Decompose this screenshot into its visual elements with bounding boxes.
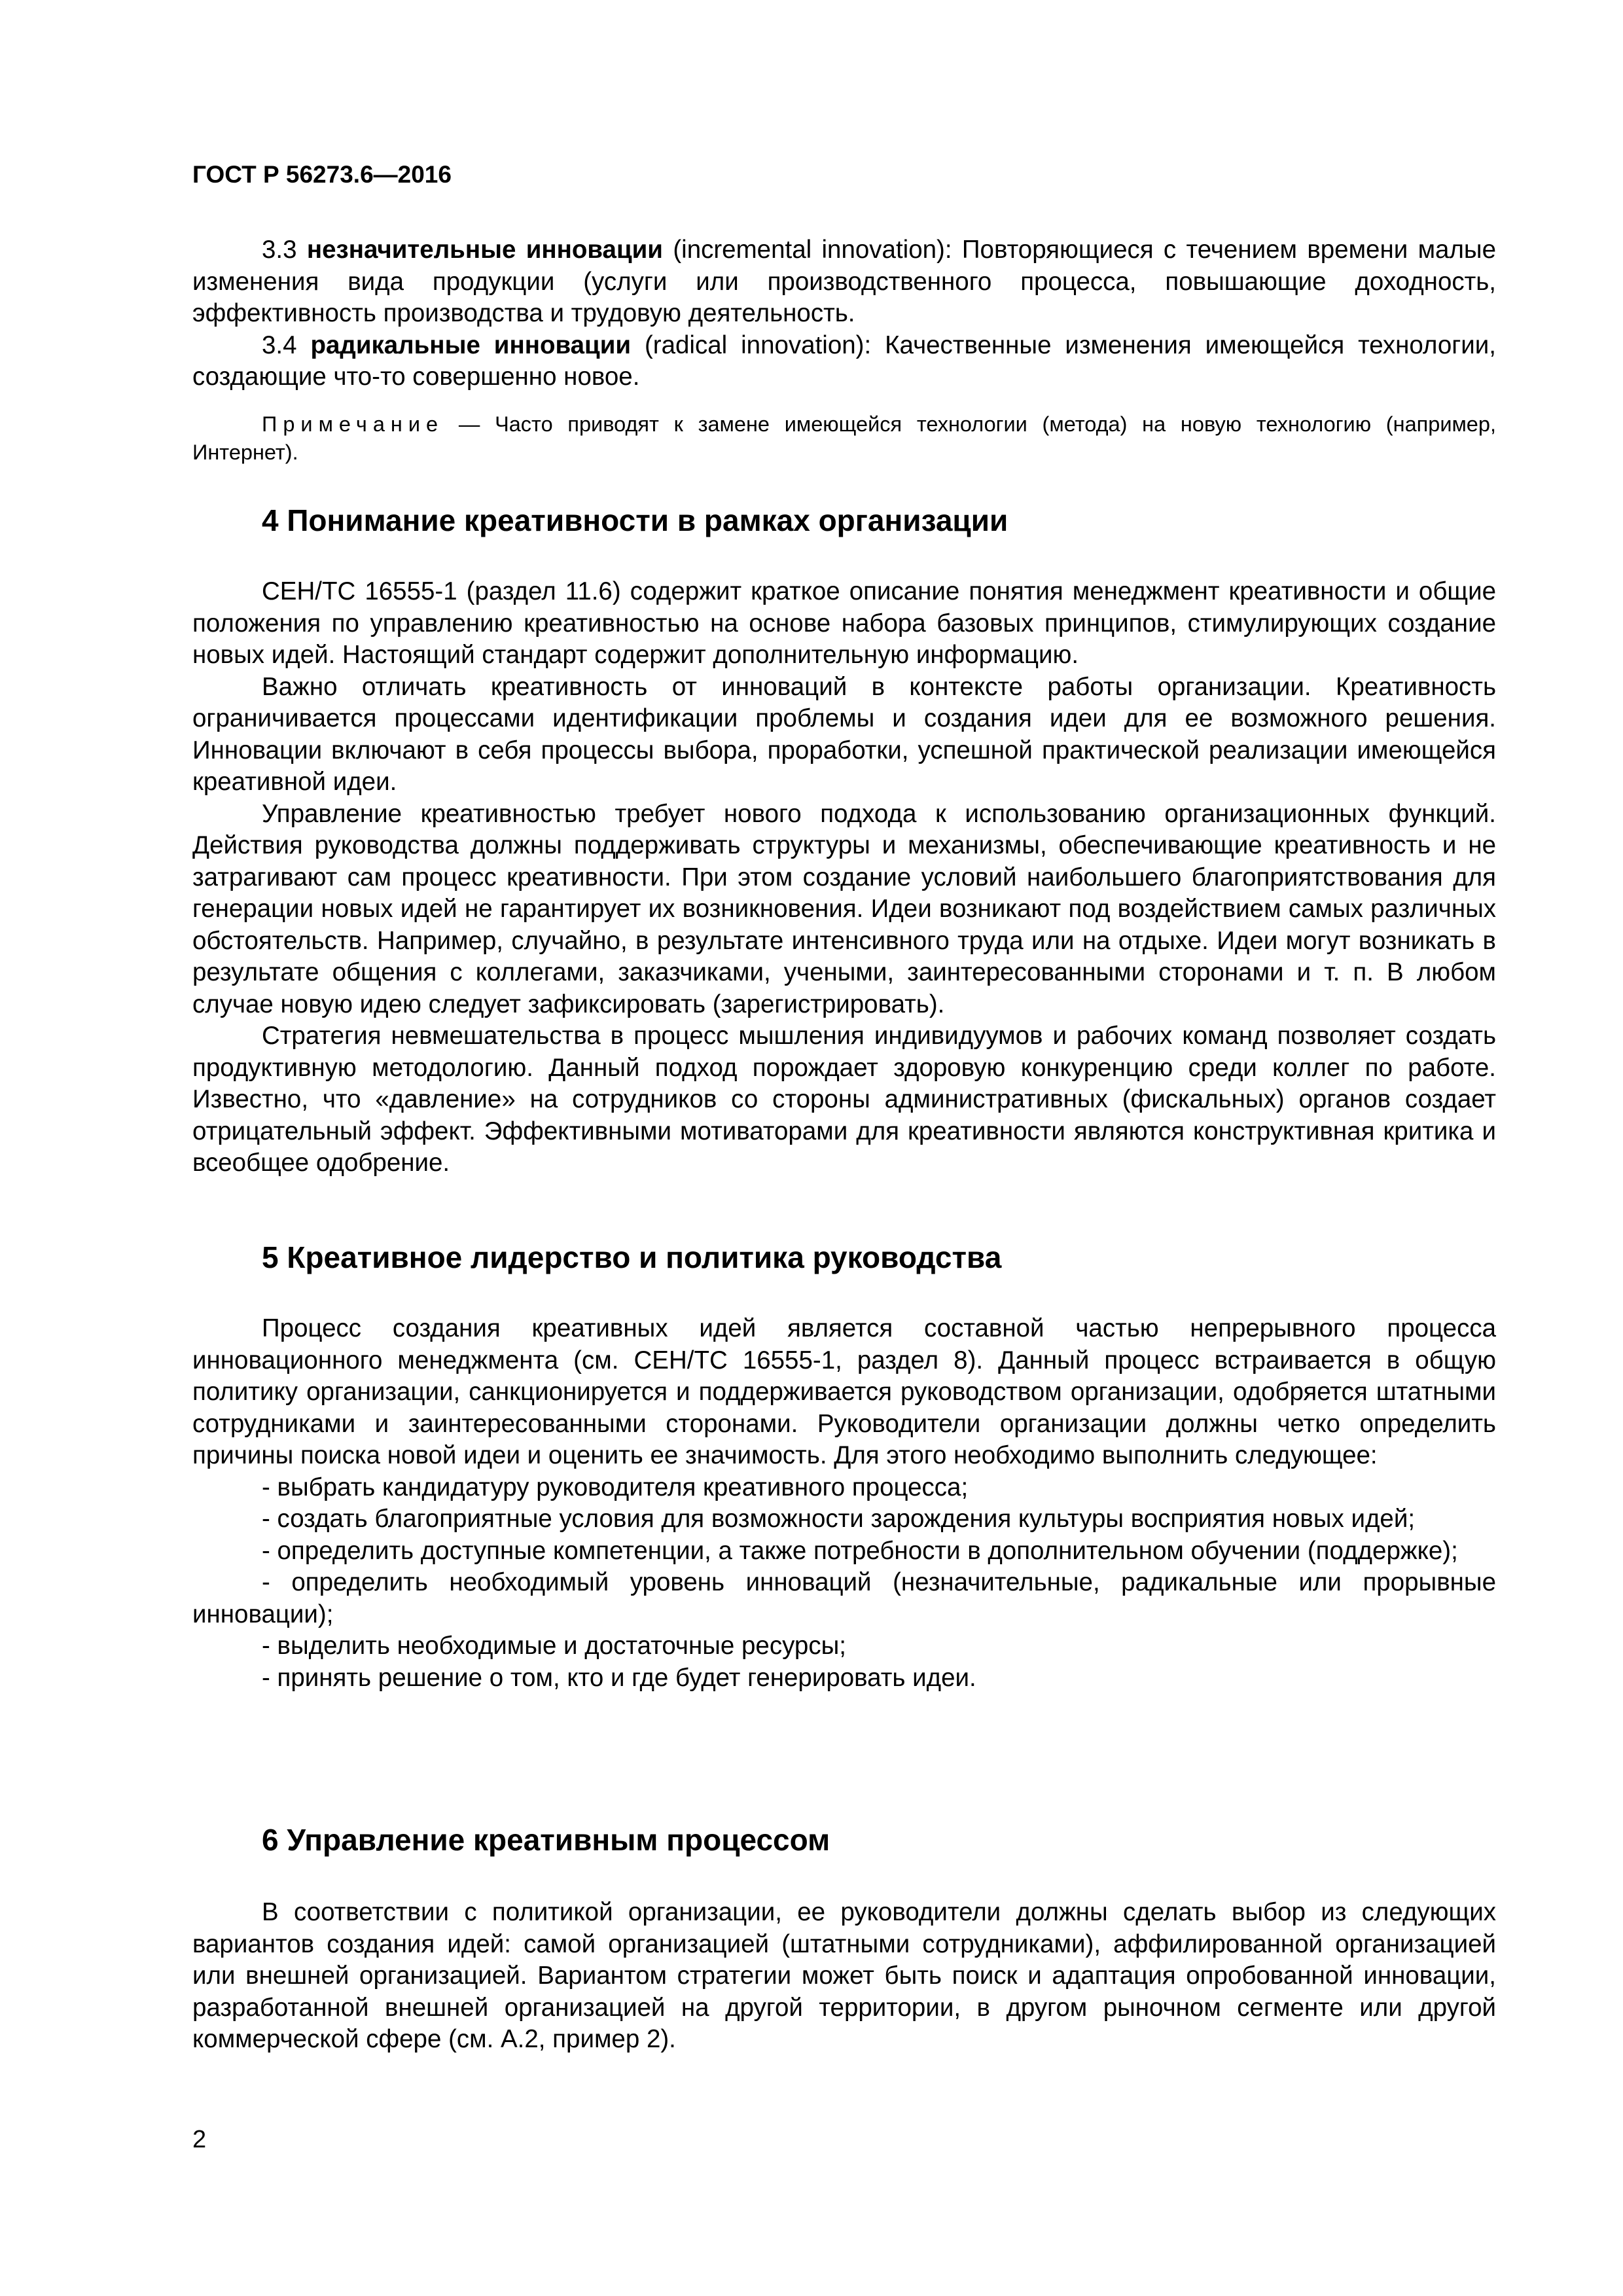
list-item: - создать благоприятные условия для возможности зарождения культуры восприятия новых идей; — [262, 1505, 1416, 1533]
paragraph: В соответствии с политикой организации, ее руководители должны сделать выбор из следующих вариантов создания идей: самой организацией (штатными сотрудниками), аффилированной организацией или внешней организацией. Вариантом стратегии может быть поиск и адаптация опробованной инновации, разработанной внешней организацией на другой территории, в другом рыночном сегменте или другой коммерческой сфере (см. А.2, пример 2). — [192, 1898, 1496, 2053]
note-label: Примечание — [262, 412, 444, 436]
section-4-title: 4 Понимание креативности в рамках организации — [262, 503, 1008, 537]
paragraph: Управление креативностью требует нового подхода к использованию организационных функций. Действия руководства должны поддерживать структуры и механизмы, обеспечивающие креативность и не затрагивают сам процесс креативности. При этом создание условий наибольшего благоприятствования для генерации новых идей не гарантирует их возникновения. Идеи возникают под воздействием самых различных обстоятельств. Например, случайно, в результате интенсивного труда или на отдыхе. Идеи могут возникать в результате общения с коллегами, заказчиками, учеными, заинтересованными сторонами и т. п. В любом случае новую идею следует зафиксировать (зарегистрировать). — [192, 799, 1496, 1018]
term-number: 3.4 — [262, 331, 297, 359]
term-name: радикальные инновации — [310, 331, 632, 359]
list-item: - выбрать кандидатуру руководителя креативного процесса; — [262, 1473, 969, 1501]
section-6-title: 6 Управление креативным процессом — [262, 1823, 830, 1857]
list-item: - принять решение о том, кто и где будет генерировать идеи. — [262, 1663, 976, 1692]
note-text: — Часто приводят к замене имеющейся технологии (метода) на новую технологию (например, Интернет). — [192, 412, 1496, 464]
term-definition: (radical innovation): Качественные изменения имеющейся технологии, создающие что-то совершенно новое. — [192, 331, 1496, 391]
section-4-body — [192, 576, 1496, 1179]
term-3-4 — [192, 330, 1496, 393]
paragraph: Важно отличать креативность от инноваций в контексте работы организации. Креативность ограничивается процессами идентификации проблемы и создания идеи для ее возможного решения. Инновации включают в себя процессы выбора, проработки, успешной практической реализации имеющейся креативной идеи. — [192, 672, 1496, 796]
note — [192, 410, 1496, 467]
list-item: - определить доступные компетенции, а также потребности в дополнительном обучении (поддержке); — [262, 1536, 1458, 1565]
list-item: - определить необходимый уровень инноваций (незначительные, радикальные или прорывные инновации); — [192, 1568, 1496, 1628]
page-number: 2 — [192, 2126, 207, 2153]
document-header: ГОСТ Р 56273.6—2016 — [192, 161, 452, 188]
terms-block — [192, 234, 1496, 467]
term-3-3 — [192, 234, 1496, 330]
section-5-title: 5 Креативное лидерство и политика руководства — [262, 1240, 1002, 1274]
list-item: - выделить необходимые и достаточные ресурсы; — [262, 1632, 846, 1660]
section-5-body — [192, 1313, 1496, 1694]
paragraph: Стратегия невмешательства в процесс мышления индивидуумов и рабочих команд позволяет создать продуктивную методологию. Данный подход порождает здоровую конкуренцию среди коллег по работе. Известно, что «давление» на сотрудников со стороны административных (фискальных) органов создает отрицательный эффект. Эффективными мотиваторами для креативности являются конструктивная критика и всеобщее одобрение. — [192, 1022, 1496, 1177]
paragraph: Процесс создания креативных идей является составной частью непрерывного процесса инновационного менеджмента (см. СЕН/ТС 16555-1, раздел 8). Данный процесс встраивается в общую политику организации, санкционируется и поддерживается руководством организации, одобряется штатными сотрудниками и заинтересованными сторонами. Руководители организации должны четко определить причины поиска новой идеи и оценить ее значимость. Для этого необходимо выполнить следующее: — [192, 1314, 1496, 1469]
paragraph: СЕН/ТС 16555-1 (раздел 11.6) содержит краткое описание понятия менеджмент креативности и общие положения по управлению креативностью на основе набора базовых принципов, стимулирующих создание новых идей. Настоящий стандарт содержит дополнительную информацию. — [192, 577, 1496, 669]
term-name: незначительные инновации — [306, 236, 663, 264]
section-6-body — [192, 1897, 1496, 2056]
term-number: 3.3 — [262, 236, 297, 264]
term-definition: (incremental innovation): Повторяющиеся с течением времени малые изменения вида продукции (услуги или производственного процесса, повышающие доходность, эффективность производства и трудовую деятельность. — [192, 236, 1497, 327]
